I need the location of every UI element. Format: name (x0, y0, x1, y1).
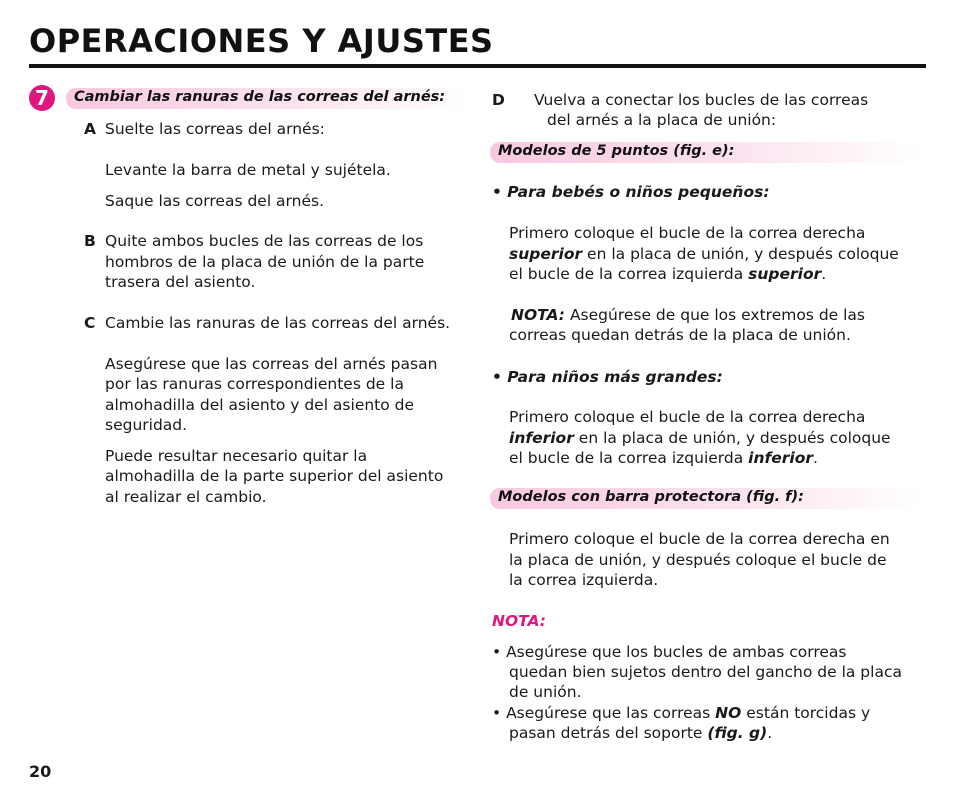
para2-line3-end: . (813, 449, 818, 467)
step-b-line: Quite ambos bucles de las correas de los (105, 232, 424, 250)
step-c-para2-line: al realizar el cambio. (105, 488, 267, 506)
nota2-bullet2-line1 (492, 703, 870, 724)
para1-line3-end: . (821, 265, 827, 283)
para2-line3-pre: el bucle de la correa izquierda (509, 449, 749, 467)
para2-line2-rest: en la placa de unión, y después coloque (573, 429, 891, 447)
nota2-bullet1-line3: de unión. (509, 683, 582, 701)
nota2-label: NOTA: (492, 612, 547, 630)
step-a-sub2: Saque las correas del arnés. (105, 192, 325, 210)
nota2-bullet2-line2 (509, 723, 772, 744)
para3-line: la placa de unión, y después coloque el bucle de (509, 551, 887, 569)
step-d-line1: Vuelva a conectar los bucles de las correas (534, 91, 869, 109)
para1-line3-pre: el bucle de la correa izquierda (509, 265, 749, 283)
step-b-label: B (84, 232, 96, 250)
nota2-bullet1-line2: quedan bien sujetos dentro del gancho de la placa (509, 663, 902, 681)
step-d-line2: del arnés a la placa de unión: (547, 111, 777, 129)
step-c-para1-line: seguridad. (105, 416, 188, 434)
nota2-no: NO (715, 704, 742, 722)
nota2-bullet2-rest: están torcidas y (741, 704, 871, 722)
para1-superior-2: superior (748, 265, 822, 283)
band-protective-bar (490, 488, 920, 509)
step-d-label: D (492, 91, 505, 109)
para2-line2 (509, 428, 891, 449)
page-number: 20 (29, 762, 52, 781)
para3-line: Primero coloque el bucle de la correa derecha en (509, 530, 890, 548)
para1-line1: Primero coloque el bucle de la correa derecha (509, 224, 866, 242)
step-b-line: hombros de la placa de unión de la parte (105, 253, 425, 271)
step-c-para2-line: Puede resultar necesario quitar la (105, 447, 368, 465)
section-heading: Cambiar las ranuras de las correas del arnés: (74, 89, 446, 105)
bullet-babies-heading: • Para bebés o niños pequeños: (492, 183, 770, 201)
step-a-text: Suelte las correas del arnés: (105, 120, 325, 138)
section-heading-band (66, 88, 470, 109)
nota1-label: NOTA: (511, 306, 566, 324)
bullet-older-heading: • Para niños más grandes: (492, 368, 723, 386)
nota1-line1 (511, 305, 865, 326)
para1-superior: superior (509, 245, 583, 263)
nota2-bullet2-pre: • Asegúrese que las correas (492, 704, 716, 722)
nota1-text: Asegúrese de que los extremos de las (565, 306, 865, 324)
para3-line: la correa izquierda. (509, 571, 659, 589)
nota2-fig-g: (fig. g) (707, 724, 768, 742)
title-rule (29, 64, 926, 68)
step-c-label: C (84, 314, 96, 332)
step-a-label: A (84, 120, 96, 138)
step-c-text: Cambie las ranuras de las correas del arnés. (105, 314, 451, 332)
step-number-badge: 7 (29, 85, 55, 111)
band-protective-bar-text: Modelos con barra protectora (fig. f): (498, 489, 804, 505)
page-title: OPERACIONES Y AJUSTES (29, 22, 494, 60)
step-c-para2-line: almohadilla de la parte superior del asiento (105, 467, 444, 485)
para2-line1: Primero coloque el bucle de la correa derecha (509, 408, 866, 426)
nota1-line2: correas quedan detrás de la placa de unión. (509, 326, 851, 344)
para2-inferior: inferior (509, 429, 574, 447)
nota2-bullet2-l2-end: . (767, 724, 773, 742)
para1-line2-rest: en la placa de unión, y después coloque (582, 245, 899, 263)
step-a-sub1: Levante la barra de metal y sujétela. (105, 161, 391, 179)
step-b-line: trasera del asiento. (105, 273, 256, 291)
para1-line2 (509, 244, 899, 265)
nota2-bullet1-line1: • Asegúrese que los bucles de ambas correas (492, 643, 847, 661)
para1-line3 (509, 264, 826, 285)
step-c-para1-line: almohadilla del asiento y del asiento de (105, 396, 415, 414)
para2-inferior-2: inferior (748, 449, 814, 467)
step-c-para1-line: por las ranuras correspondientes de la (105, 375, 404, 393)
step-c-para1-line: Asegúrese que las correas del arnés pasan (105, 355, 438, 373)
band-5-point-text: Modelos de 5 puntos (fig. e): (498, 143, 735, 159)
nota2-bullet2-l2-pre: pasan detrás del soporte (509, 724, 708, 742)
para2-line3 (509, 448, 818, 469)
band-5-point (490, 142, 920, 163)
